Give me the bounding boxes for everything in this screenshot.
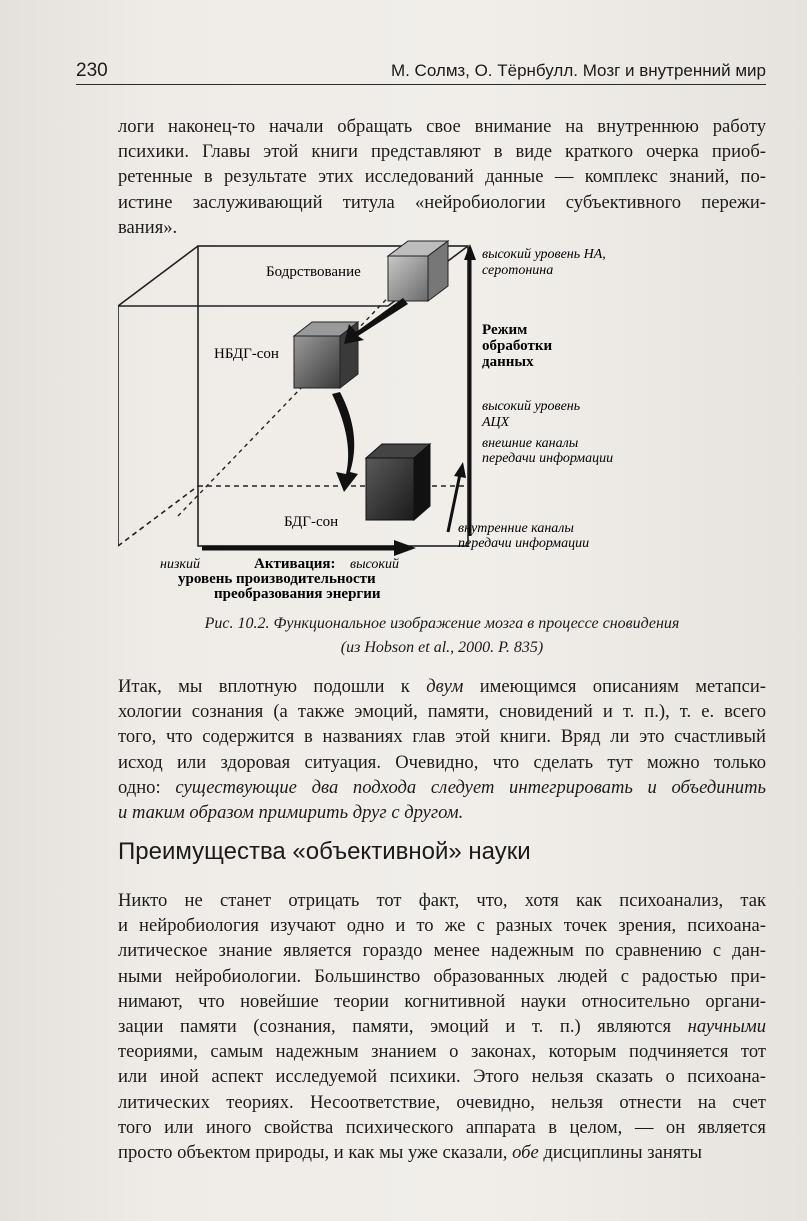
text-line <box>118 1090 766 1115</box>
label-activation: Активация: <box>254 556 336 572</box>
label-high-ach-2: АЦХ <box>482 415 510 430</box>
text-line <box>118 938 766 963</box>
label-high: высокий <box>350 557 399 572</box>
brain-state-cube-figure <box>118 236 768 616</box>
wake-cube <box>388 241 448 301</box>
running-head: М. Солмз, О. Тёрнбулл. Мозг и внутренний мир <box>390 61 766 80</box>
text-run: теориями, самым надежным знанием о законах, которым подчиняется тот <box>118 1041 766 1063</box>
italic-text: двум <box>426 676 464 697</box>
text-run: зации памяти (сознания, памяти, эмоций и т. п.) являются <box>118 1016 688 1038</box>
rem-cube <box>366 444 430 520</box>
text-run: хологии сознания (а также эмоций, памяти, сновидений и т. п.), т. е. всего <box>118 701 766 723</box>
italic-text: существующие два подхода следует интегрировать и объединить <box>175 776 766 798</box>
text-run: и нейробиология изучают одно и то же с разных точек зрения, психоана- <box>118 915 766 937</box>
text-run: исход или здоровая ситуация. Очевидно, что сделать тут можно только <box>118 751 766 773</box>
page-header <box>76 56 766 85</box>
text-run: просто объектом природы, и как мы уже сказали, <box>118 1142 513 1164</box>
label-mode-1: Режим <box>482 322 528 338</box>
text-line <box>118 674 766 699</box>
caption-line-2: (из Hobson et al., 2000. P. 835) <box>340 639 544 656</box>
text-line <box>118 1140 766 1165</box>
label-internal-1: внутренние каналы <box>458 521 574 536</box>
label-mode-3: данных <box>482 354 534 370</box>
label-nrem: НБДГ-сон <box>214 346 279 362</box>
text-line <box>118 800 766 825</box>
text-line <box>118 964 766 989</box>
text-line <box>118 1115 766 1140</box>
text-line: психики. Главы этой книги представляют в виде краткого очерка приоб- <box>118 141 766 163</box>
italic-text: научными <box>687 1016 766 1038</box>
text-line <box>118 699 766 724</box>
text-line: вания». <box>118 216 178 238</box>
label-level-1: уровень производительности <box>178 571 376 587</box>
arrow-wake-to-nrem <box>344 298 408 344</box>
horizontal-axis-arrowhead <box>394 540 416 556</box>
paragraph-3 <box>118 888 766 1165</box>
text-line <box>118 1014 766 1039</box>
label-external-2: передачи информации <box>482 451 614 466</box>
arrow-nrem-to-rem <box>332 392 358 492</box>
text-run: нимают, что новейшие теории когнитивной науки относительно органи- <box>118 990 766 1012</box>
text-run: Итак, мы вплотную подошли к <box>118 676 427 697</box>
text-line <box>118 989 766 1014</box>
text-line: истине заслуживающий титула «нейробиологии субъективного пережи- <box>118 191 766 213</box>
text-run: одно: <box>118 776 176 798</box>
label-internal-2: передачи информации <box>458 536 590 551</box>
label-low: низкий <box>160 557 200 572</box>
text-line <box>118 724 766 749</box>
small-axis-arrowhead <box>454 462 466 478</box>
italic-text: обе <box>512 1142 539 1164</box>
text-run: того, что содержится в названиях глав этой книги. Вряд ли это счастливый <box>118 726 766 748</box>
text-run: литическое знание является гораздо менее надежным по сравнению с дан- <box>118 940 766 962</box>
text-run: того или иного свойства психического аппарата в целом, — он является <box>118 1116 766 1138</box>
paragraph-1 <box>118 114 766 240</box>
text-run: Никто не станет отрицать тот факт, что, хотя как психоанализ, так <box>118 890 766 911</box>
text-run: или иной аспект исследуемой психики. Этого нельзя сказать о психоана- <box>118 1066 766 1088</box>
caption-line-1: Рис. 10.2. Функциональное изображение мозга в процессе сновидения <box>204 615 680 632</box>
section-heading: Преимущества «объективной» науки <box>118 838 531 865</box>
figure-caption <box>118 612 766 660</box>
label-high-na: высокий уровень НА, <box>482 247 606 262</box>
label-level-2: преобразования энергии <box>214 586 381 602</box>
label-high-na-2: серотонина <box>482 263 554 278</box>
italic-text: и таким образом примирить друг с другом. <box>118 802 464 824</box>
text-line <box>118 888 766 913</box>
paragraph-2 <box>118 674 766 825</box>
page-number: 230 <box>76 60 108 81</box>
label-wake: Бодрствование <box>266 264 361 280</box>
text-run: имеющимся описаниям метапси- <box>463 676 766 697</box>
text-line <box>118 1064 766 1089</box>
text-line <box>118 750 766 775</box>
text-run: дисциплины заняты <box>538 1142 702 1164</box>
label-mode-2: обработки <box>482 338 553 354</box>
text-line: логи наконец-то начали обращать свое внимание на внутреннюю работу <box>118 116 766 137</box>
text-line <box>118 1039 766 1064</box>
text-run: литических теориях. Несоответствие, очевидно, нельзя отнести на счет <box>118 1091 766 1113</box>
label-external-1: внешние каналы <box>482 436 579 451</box>
label-high-ach-1: высокий уровень <box>482 399 581 414</box>
label-rem: БДГ-сон <box>284 514 339 530</box>
text-line <box>118 913 766 938</box>
text-line <box>118 775 766 800</box>
text-run: ными нейробиологии. Большинство образованных людей с радостью при- <box>118 965 766 987</box>
text-line: ретенные в результате этих исследований данные — комплекс знаний, по- <box>118 166 766 188</box>
